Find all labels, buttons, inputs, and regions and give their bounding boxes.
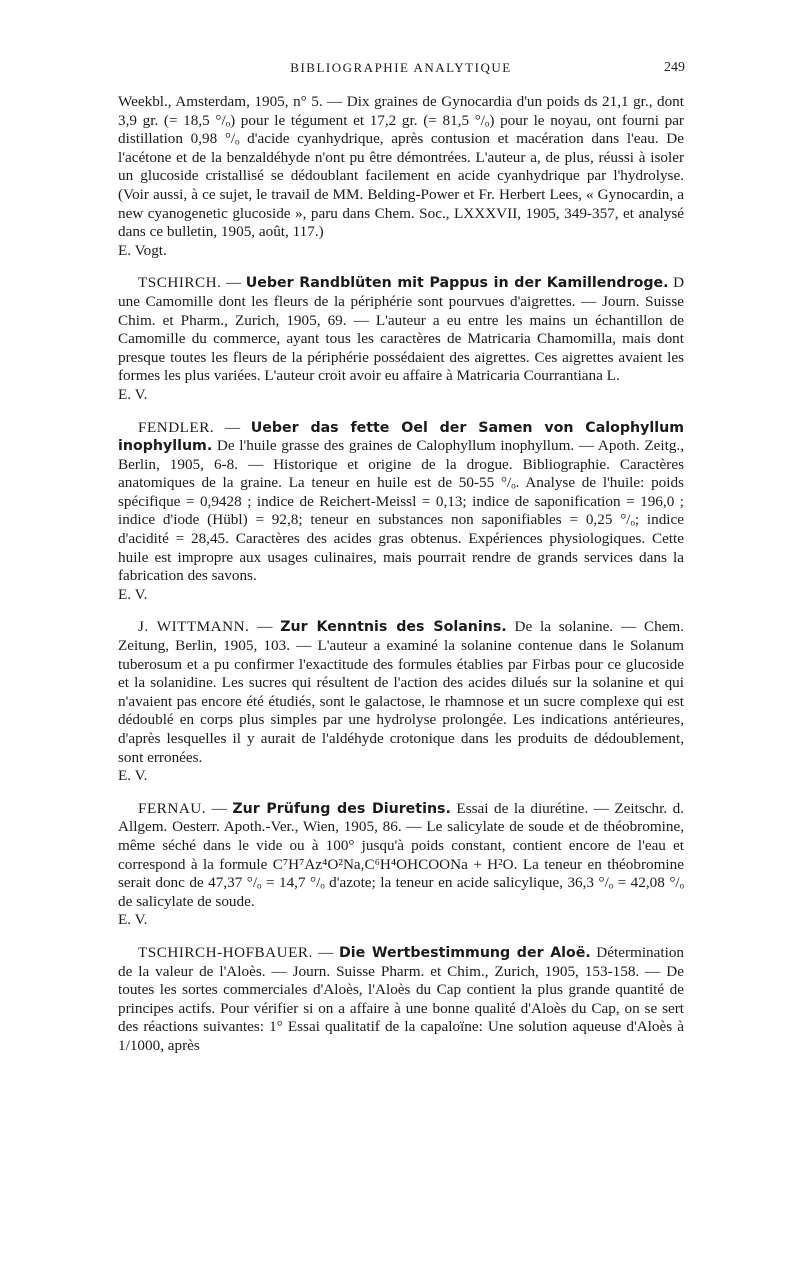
entry-title: Zur Kenntnis des Solanins. [280,619,507,636]
entry-author: TSCHIRCH-HOFBAUER. [138,943,313,961]
entry-signature: E. V. [118,911,148,929]
entry-body: D une Camomille dont les fleurs de la périphérie sont pourvues d'aigrettes. — Journ. Suisse Chim. et Pharm., Zurich, 1905, 69. — L'auteur a eu entre les mains un échantillon de Camomille du commerce, ayant tous les caractères de Matricaria Chamomilla, mais dont presque toutes les fleurs de la périphérie possédaient des aigrettes. Ces aigrettes avaient les formes les plus variées. L'auteur croit avoir eu affaire à Matricaria Courrantiana L. [118,274,685,385]
entry-fendler-calophyllum [118,419,684,605]
entry-paragraph: FENDLER. — Ueber das fette Oel der Samen von Calophyllum inophyllum. De l'huile grasse des graines de Calophyllum inophyllum. — Apoth. Zeitg., Berlin, 1905, 6-8. — Historique et origine de la drogue. Bibliographie. Caractères anatomiques de la graine. La teneur en huile est de 50-55 °/ₒ. Analyse de l'huile: poids spécifique = 0,9428 ; indice de Reichert-Meissl = 0,13; indice de saponification = 196,0 ; indice d'iode (Hübl) = 92,8; teneur en substances non saponifiables = 0,25 °/ₒ; indice d'acidité = 28,45. Caractères des acides gras obtenus. Expériences physiologiques. Cette huile est impropre aux usages culinaires, mais pourrait rendre de grands services dans la fabrication des savons. [118,418,685,585]
entry-signature: E. Vogt. [118,241,167,259]
entry-paragraph: TSCHIRCH-HOFBAUER. — Die Wertbestimmung der Aloë. Détermination de la valeur de l'Aloès. — Journ. Suisse Pharm. et Chim., Zurich, 1905, 153-158. — De toutes les sortes commerciales d'Aloès, l'Aloès du Cap contient la plus grande quantité de principes actifs. Pour vérifier si on a affaire à une bonne qualité d'Aloès du Cap, on se sert des réactions suivantes: 1° Essai qualitatif de la capaloïne: Une solution aqueuse d'Aloès à 1/1000, après [118,943,685,1054]
page-number: 249 [664,60,685,75]
entry-signature: E. V. [118,767,148,785]
entry-signature: E. V. [118,385,148,403]
entry-body: Weekbl., Amsterdam, 1905, n° 5. — Dix graines de Gynocardia d'un poids ds 21,1 gr., dont 3,9 gr. (= 18,5 °/ₒ) pour le tégument et 17,2 gr. (= 81,5 °/ₒ) pour le noyau, ont fourni par distillation 0,98 °/ₒ d'acide cyanhydrique, après contusion et macération dans l'eau. De l'acétone et de la benzaldéhyde n'ont pu être démontrées. L'auteur a, de plus, réussi à isoler un glucoside cristallisé se dédoublant facilement en acide cyanhydrique par l'hydrolyse. (Voir aussi, à ce sujet, le travail de MM. Belding-Power et Fr. Herbert Lees, « Gynocardin, a new cyanogenetic glucoside », paru dans Chem. Soc., LXXXVII, 1905, 349-357, et analysé dans ce bulletin, 1905, août, 117.) [118,93,684,241]
entry-paragraph: J. WITTMANN. — Zur Kenntnis des Solanins. De la solanine. — Chem. Zeitung, Berlin, 1905, 103. — L'auteur a examiné la solanine contenue dans le Solanum tuberosum et a pu confirmer l'exactitude des formules établies par Firbas pour ce glucoside et la solanidine. Les sucres qui résultent de l'action des acides dilués sur la solanine et qui n'avaient pas encore été étudiés, sont le galactose, le rhamnose et un sucre complexe qui est dédoublé en corps plus simples par une hydrolyse prolongée. Les indications antérieures, d'après lesquelles il y aurait de l'aldéhyde crotonique dans les produits de dédoublement, sont erronées. [118,618,685,766]
entry-body: Essai de la diurétine. — Zeitschr. d. Allgem. Oesterr. Apoth.-Ver., Wien, 1905, 86. — Le salicylate de soude et de théobromine, même séché dans le vide ou à 100° jusqu'à poids constant, contient encore de l'eau et correspond à la formule C⁷H⁷Az⁴O²Na,C⁶H⁴OHCOONa + H²O. La teneur en théobromine serait donc de 47,37 °/ₒ = 14,7 °/ₒ d'azote; la teneur en acide salicylique, 36,3 °/ₒ = 42,08 °/ₒ de salicylate de soude. [118,799,685,910]
entry-paragraph: FERNAU. — Zur Prüfung des Diuretins. Essai de la diurétine. — Zeitschr. d. Allgem. Oesterr. Apoth.-Ver., Wien, 1905, 86. — Le salicylate de soude et de théobromine, même séché dans le vide ou à 100° jusqu'à poids constant, contient encore de l'eau et correspond à la formule C⁷H⁷Az⁴O²Na,C⁶H⁴OHCOONa + H²O. La teneur en théobromine serait donc de 47,37 °/ₒ = 14,7 °/ₒ d'azote; la teneur en acide salicylique, 36,3 °/ₒ = 42,08 °/ₒ de salicylate de soude. [118,799,685,910]
entry-title: Ueber das fette Oel der Samen von Calophyllum inophyllum. [118,419,684,455]
entry-paragraph: TSCHIRCH. — Ueber Randblüten mit Pappus in der Kamillendroge. D une Camomille dont les fleurs de la périphérie sont pourvues d'aigrettes. — Journ. Suisse Chim. et Pharm., Zurich, 1905, 69. — L'auteur a eu entre les mains un échantillon de Camomille du commerce, ayant tous les caractères de Matricaria Chamomilla, mais dont presque toutes les fleurs de la périphérie possédaient des aigrettes. Ces aigrettes avaient les formes les plus variées. L'auteur croit avoir eu affaire à Matricaria Courrantiana L. [118,274,685,385]
page-body [118,93,684,1070]
entry-tschirch-hofbauer-aloe [118,944,684,1056]
entry-body: De l'huile grasse des graines de Calophyllum inophyllum. — Apoth. Zeitg., Berlin, 1905, 6-8. — Historique et origine de la drogue. Bibliographie. Caractères anatomiques de la graine. La teneur en huile est de 50-55 °/ₒ. Analyse de l'huile: poids spécifique = 0,9428 ; indice de Reichert-Meissl = 0,13; indice de saponification = 196,0 ; indice d'iode (Hübl) = 92,8; teneur en substances non saponifiables = 0,25 °/ₒ; indice d'acidité = 28,45. Caractères des acides gras obtenus. Expériences physiologiques. Cette huile est impropre aux usages culinaires, mais pourrait rendre de grands services dans la fabrication des savons. [118,437,685,585]
entry-tschirch-kamille [118,274,684,404]
entry-gynocardia-continued [118,93,684,260]
entry-wittmann-solanins [118,618,684,785]
entry-author: FENDLER. [138,418,215,436]
entry-title: Die Wertbestimmung der Aloë. [338,944,591,961]
running-title: BIBLIOGRAPHIE ANALYTIQUE [290,60,512,75]
entry-body: Détermination de la valeur de l'Aloès. — Journ. Suisse Pharm. et Chim., Zurich, 1905, 153-158. — De toutes les sortes commerciales d'Aloès, l'Aloès du Cap contient la plus grande quantité de principes actifs. Pour vérifier si on a affaire à une bonne qualité d'Aloès du Cap, on se sert des réactions suivantes: 1° Essai qualitatif de la capaloïne: Une solution aqueuse d'Aloès à 1/1000, après [118,943,685,1054]
entry-signature: E. V. [118,585,148,603]
entry-author: FERNAU. [138,799,207,817]
entry-body: De la solanine. — Chem. Zeitung, Berlin, 1905, 103. — L'auteur a examiné la solanine contenue dans le Solanum tuberosum et a pu confirmer l'exactitude des formules établies par Firbas pour ce glucoside et la solanidine. Les sucres qui résultent de l'action des acides dilués sur la solanine et qui n'avaient pas encore été étudiés, sont le galactose, le rhamnose et un sucre complexe qui est dédoublé en corps plus simples par une hydrolyse prolongée. Les indications antérieures, d'après lesquelles il y aurait de l'aldéhyde crotonique dans les produits de dédoublement, sont erronées. [118,618,685,766]
entry-fernau-diuretin [118,800,684,930]
entry-author: TSCHIRCH. [138,274,222,292]
entry-author: J. WITTMANN. [138,618,250,636]
entry-title: Zur Prüfung des Diuretins. [232,800,451,817]
entry-title: Ueber Randblüten mit Pappus in der Kamillendroge. [245,275,669,292]
